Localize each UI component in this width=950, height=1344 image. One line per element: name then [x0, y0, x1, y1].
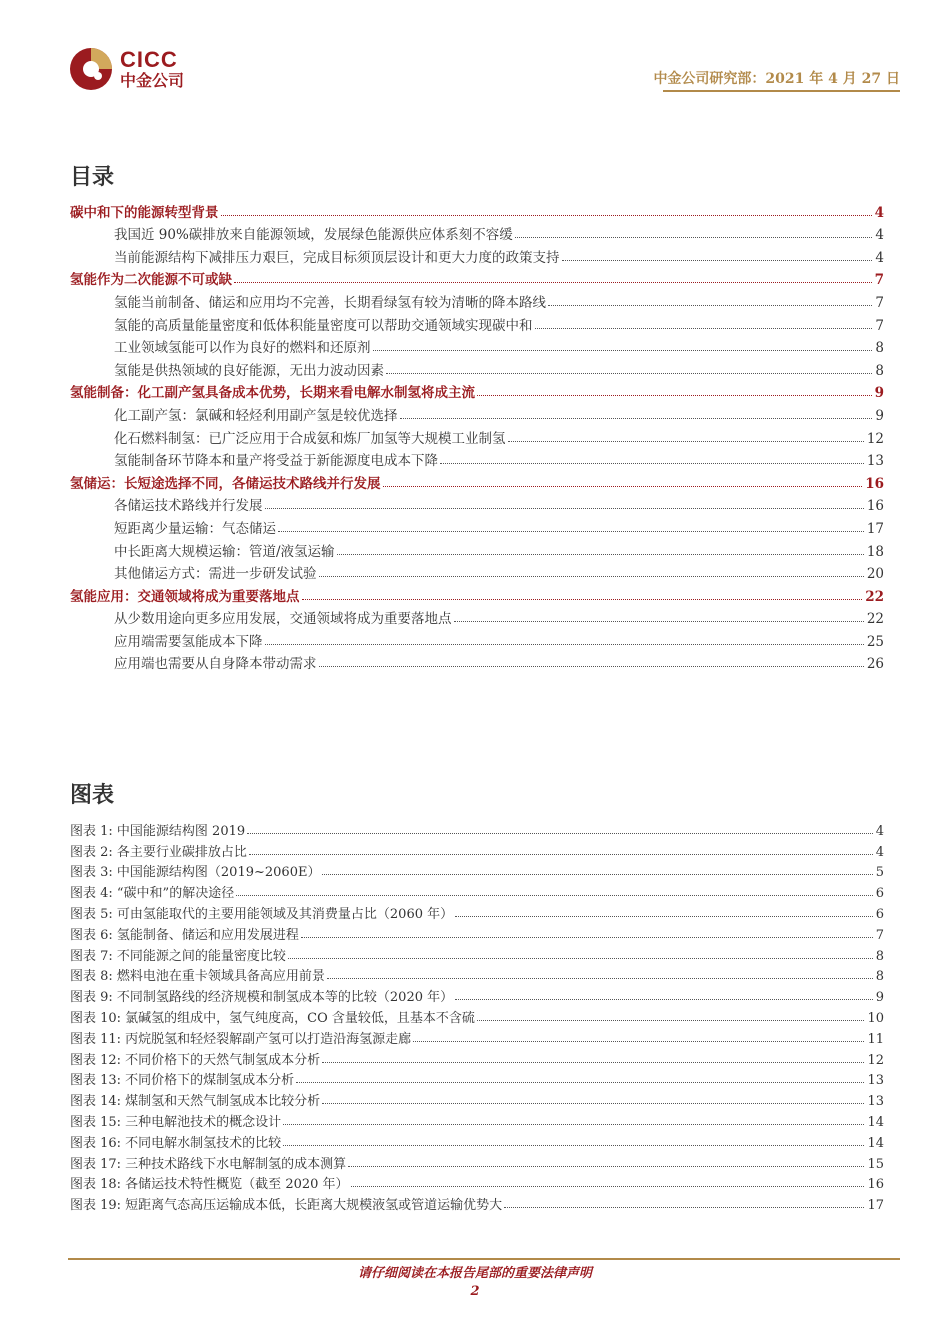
- figure-list-entry[interactable]: [70, 922, 884, 943]
- dot-leader: [301, 937, 873, 938]
- figure-list-entry[interactable]: [70, 1130, 884, 1151]
- dot-leader: [348, 1166, 864, 1167]
- entry-title: 图表 11: 丙烷脱氢和轻烃裂解副产氢可以打造沿海氢源走廊: [70, 1031, 412, 1047]
- dot-leader: [288, 958, 873, 959]
- figures-list: [70, 818, 884, 1213]
- dot-leader: [283, 1145, 864, 1146]
- dot-leader: [322, 874, 872, 875]
- figure-list-entry[interactable]: [70, 1151, 884, 1172]
- entry-title: 图表 13: 不同价格下的煤制氢成本分析: [70, 1073, 295, 1089]
- entry-page-number: 14: [867, 1114, 884, 1130]
- dot-leader: [455, 999, 873, 1000]
- entry-page-number: 5: [875, 865, 884, 881]
- dot-leader: [283, 1124, 864, 1125]
- entry-title: 工业领域氢能可以作为良好的燃料和还原剂: [114, 340, 371, 357]
- entry-page-number: 9: [875, 990, 884, 1006]
- entry-page-number: 4: [875, 823, 884, 839]
- entry-title: 图表 14: 煤制氢和天然气制氢成本比较分析: [70, 1094, 321, 1110]
- entry-title: 图表 7: 不同能源之间的能量密度比较: [70, 948, 286, 964]
- entry-title: 图表 19: 短距离气态高压运输成本低，长距离大规模液氢或管道运输优势大: [70, 1198, 503, 1214]
- header-date: 中金公司研究部：2021 年 4 月 27 日: [653, 71, 900, 87]
- entry-title: 图表 2: 各主要行业碳排放占比: [70, 844, 247, 860]
- toc-section-entry[interactable]: [70, 447, 884, 470]
- dot-leader: [302, 599, 863, 600]
- figures-title: 图表: [70, 783, 115, 808]
- figure-list-entry[interactable]: [70, 1068, 884, 1089]
- entry-page-number: 16: [866, 498, 884, 515]
- dot-leader: [265, 508, 864, 509]
- entry-page-number: 16: [865, 475, 884, 492]
- dot-leader: [535, 328, 873, 329]
- figure-list-entry[interactable]: [70, 1047, 884, 1068]
- toc-section-entry[interactable]: [70, 243, 884, 266]
- entry-title: 图表 9: 不同制氢路线的经济规模和制氢成本等的比较（2020 年）: [70, 990, 454, 1006]
- entry-page-number: 15: [867, 1156, 884, 1172]
- toc-section-entry[interactable]: [70, 401, 884, 424]
- entry-title: 氢能作为二次能源不可或缺: [70, 272, 232, 289]
- entry-title: 图表 16: 不同电解水制氢技术的比较: [70, 1135, 282, 1151]
- toc-section-entry[interactable]: [70, 311, 884, 334]
- entry-title: 图表 18: 各储运技术特性概览（截至 2020 年）: [70, 1177, 349, 1193]
- entry-title: 图表 17: 三种技术路线下水电解制氢的成本测算: [70, 1156, 347, 1172]
- entry-title: 短距离少量运输：气态储运: [114, 520, 276, 537]
- entry-page-number: 4: [875, 227, 884, 244]
- figure-list-entry[interactable]: [70, 1088, 884, 1109]
- toc-section-entry[interactable]: [70, 650, 884, 673]
- page-number: 2: [470, 1284, 480, 1299]
- entry-page-number: 22: [866, 611, 884, 628]
- dot-leader: [236, 895, 873, 896]
- entry-page-number: 25: [866, 633, 884, 650]
- entry-page-number: 14: [867, 1135, 884, 1151]
- figure-list-entry[interactable]: [70, 818, 884, 839]
- entry-title: 各储运技术路线并行发展: [114, 498, 263, 515]
- legal-notice: 请仔细阅读在本报告尾部的重要法律声明: [357, 1266, 592, 1281]
- entry-title: 氢能当前制备、储运和应用均不完善，长期看绿氢有较为清晰的降本路线: [114, 294, 546, 311]
- toc-section-entry[interactable]: [70, 356, 884, 379]
- toc-section-entry[interactable]: [70, 221, 884, 244]
- dot-leader: [548, 305, 872, 306]
- entry-title: 图表 4: “碳中和”的解决途径: [70, 886, 235, 902]
- cicc-logo: [68, 46, 184, 92]
- dot-leader: [477, 395, 872, 396]
- figure-list-entry[interactable]: [70, 1005, 884, 1026]
- toc-chapter-entry[interactable]: [70, 379, 884, 402]
- page-header: [68, 40, 900, 92]
- entry-page-number: 8: [875, 362, 884, 379]
- entry-page-number: 9: [875, 407, 884, 424]
- entry-title: 图表 6: 氢能制备、储运和应用发展进程: [70, 927, 299, 943]
- entry-page-number: 13: [867, 1073, 884, 1089]
- toc-title: 目录: [70, 165, 115, 190]
- toc-chapter-entry[interactable]: [70, 582, 884, 605]
- toc-chapter-entry[interactable]: [70, 198, 884, 221]
- entry-title: 从少数用途向更多应用发展，交通领域将成为重要落地点: [114, 611, 452, 628]
- entry-page-number: 4: [875, 844, 884, 860]
- entry-title: 氢能应用：交通领域将成为重要落地点: [70, 588, 300, 605]
- dot-leader: [351, 1186, 865, 1187]
- entry-page-number: 22: [865, 588, 884, 605]
- entry-page-number: 7: [875, 927, 884, 943]
- toc-section-entry[interactable]: [70, 627, 884, 650]
- entry-title: 氢储运：长短途选择不同，各储运技术路线并行发展: [70, 475, 381, 492]
- entry-page-number: 18: [866, 543, 884, 560]
- dot-leader: [455, 916, 873, 917]
- entry-title: 其他储运方式：需进一步研发试验: [114, 566, 317, 583]
- toc-section-entry[interactable]: [70, 605, 884, 628]
- toc-section-entry[interactable]: [70, 537, 884, 560]
- cicc-logo-icon: [68, 46, 114, 92]
- dot-leader: [373, 350, 873, 351]
- entry-page-number: 12: [866, 430, 884, 447]
- dot-leader: [337, 554, 864, 555]
- dot-leader: [247, 833, 873, 834]
- entry-title: 我国近 90%碳排放来自能源领域，发展绿色能源供应体系刻不容缓: [114, 227, 513, 244]
- dot-leader: [296, 1082, 864, 1083]
- entry-title: 当前能源结构下减排压力艰巨，完成目标须顶层设计和更大力度的政策支持: [114, 249, 560, 266]
- toc-section-entry[interactable]: [70, 288, 884, 311]
- dot-leader: [319, 666, 864, 667]
- toc-chapter-entry[interactable]: [70, 469, 884, 492]
- entry-title: 氢能的高质量能量密度和低体积能量密度可以帮助交通领域实现碳中和: [114, 317, 533, 334]
- footer-divider: [68, 1258, 900, 1260]
- toc-section-entry[interactable]: [70, 514, 884, 537]
- dot-leader: [322, 1103, 864, 1104]
- entry-title: 应用端需要氢能成本下降: [114, 633, 263, 650]
- entry-title: 应用端也需要从自身降本带动需求: [114, 656, 317, 673]
- entry-page-number: 6: [875, 906, 884, 922]
- figure-list-entry[interactable]: [70, 839, 884, 860]
- dot-leader: [234, 282, 872, 283]
- figure-list-entry[interactable]: [70, 880, 884, 901]
- entry-page-number: 12: [867, 1052, 884, 1068]
- toc-chapter-entry[interactable]: [70, 266, 884, 289]
- logo-chinese: 中金公司: [120, 71, 185, 90]
- dot-leader: [278, 531, 864, 532]
- entry-page-number: 17: [867, 1198, 884, 1214]
- entry-page-number: 8: [875, 948, 884, 964]
- entry-title: 氢能制备：化工副产氢具备成本优势，长期来看电解水制氢将成主流: [70, 385, 475, 402]
- entry-title: 图表 15: 三种电解池技术的概念设计: [70, 1114, 282, 1130]
- dot-leader: [454, 621, 864, 622]
- entry-title: 图表 12: 不同价格下的天然气制氢成本分析: [70, 1052, 321, 1068]
- dot-leader: [383, 486, 863, 487]
- entry-page-number: 26: [866, 656, 884, 673]
- dot-leader: [508, 441, 864, 442]
- dot-leader: [221, 215, 872, 216]
- figure-list-entry[interactable]: [70, 860, 884, 881]
- figure-list-entry[interactable]: [70, 1026, 884, 1047]
- dot-leader: [504, 1207, 864, 1208]
- dot-leader: [515, 237, 873, 238]
- dot-leader: [319, 576, 864, 577]
- figure-list-entry[interactable]: [70, 1192, 884, 1213]
- toc-section-entry[interactable]: [70, 560, 884, 583]
- entry-page-number: 8: [875, 340, 884, 357]
- dot-leader: [327, 978, 873, 979]
- dot-leader: [562, 260, 873, 261]
- entry-page-number: 4: [874, 204, 884, 221]
- figure-list-entry[interactable]: [70, 901, 884, 922]
- entry-page-number: 17: [866, 520, 884, 537]
- dot-leader: [265, 644, 864, 645]
- entry-page-number: 13: [867, 1094, 884, 1110]
- entry-title: 图表 3: 中国能源结构图（2019~2060E）: [70, 865, 321, 881]
- dot-leader: [477, 1020, 865, 1021]
- logo-english: CICC: [120, 47, 178, 72]
- figure-list-entry[interactable]: [70, 964, 884, 985]
- entry-page-number: 16: [867, 1177, 884, 1193]
- toc-section-entry[interactable]: [70, 424, 884, 447]
- entry-page-number: 4: [875, 249, 884, 266]
- header-divider: [663, 90, 900, 92]
- figure-list-entry[interactable]: [70, 943, 884, 964]
- entry-title: 碳中和下的能源转型背景: [70, 204, 219, 221]
- entry-title: 图表 5: 可由氢能取代的主要用能领域及其消费量占比（2060 年）: [70, 906, 454, 922]
- entry-page-number: 9: [874, 385, 884, 402]
- entry-page-number: 7: [875, 317, 884, 334]
- entry-page-number: 7: [874, 272, 884, 289]
- dot-leader: [249, 854, 873, 855]
- figure-list-entry[interactable]: [70, 1109, 884, 1130]
- toc-list: [70, 198, 884, 672]
- entry-page-number: 6: [875, 886, 884, 902]
- dot-leader: [440, 463, 864, 464]
- figure-list-entry[interactable]: [70, 984, 884, 1005]
- toc-section-entry[interactable]: [70, 334, 884, 357]
- entry-page-number: 10: [867, 1010, 884, 1026]
- dot-leader: [386, 373, 872, 374]
- entry-title: 氢能制备环节降本和量产将受益于新能源度电成本下降: [114, 453, 438, 470]
- entry-page-number: 7: [875, 294, 884, 311]
- entry-title: 中长距离大规模运输：管道/液氢运输: [114, 543, 335, 560]
- entry-title: 化工副产氢：氯碱和轻烃利用副产氢是较优选择: [114, 407, 398, 424]
- toc-section-entry[interactable]: [70, 492, 884, 515]
- entry-page-number: 13: [866, 453, 884, 470]
- figure-list-entry[interactable]: [70, 1172, 884, 1193]
- entry-page-number: 20: [866, 566, 884, 583]
- entry-page-number: 8: [875, 969, 884, 985]
- dot-leader: [400, 418, 873, 419]
- entry-title: 图表 10: 氯碱氢的组成中，氢气纯度高，CO 含量较低，且基本不含硫: [70, 1010, 475, 1026]
- entry-title: 图表 8: 燃料电池在重卡领域具备高应用前景: [70, 969, 325, 985]
- dot-leader: [322, 1062, 864, 1063]
- entry-title: 氢能是供热领域的良好能源，无出力波动因素: [114, 362, 384, 379]
- dot-leader: [413, 1041, 864, 1042]
- entry-title: 化石燃料制氢：已广泛应用于合成氨和炼厂加氢等大规模工业制氢: [114, 430, 506, 447]
- entry-page-number: 11: [867, 1031, 884, 1047]
- entry-title: 图表 1: 中国能源结构图 2019: [70, 823, 246, 839]
